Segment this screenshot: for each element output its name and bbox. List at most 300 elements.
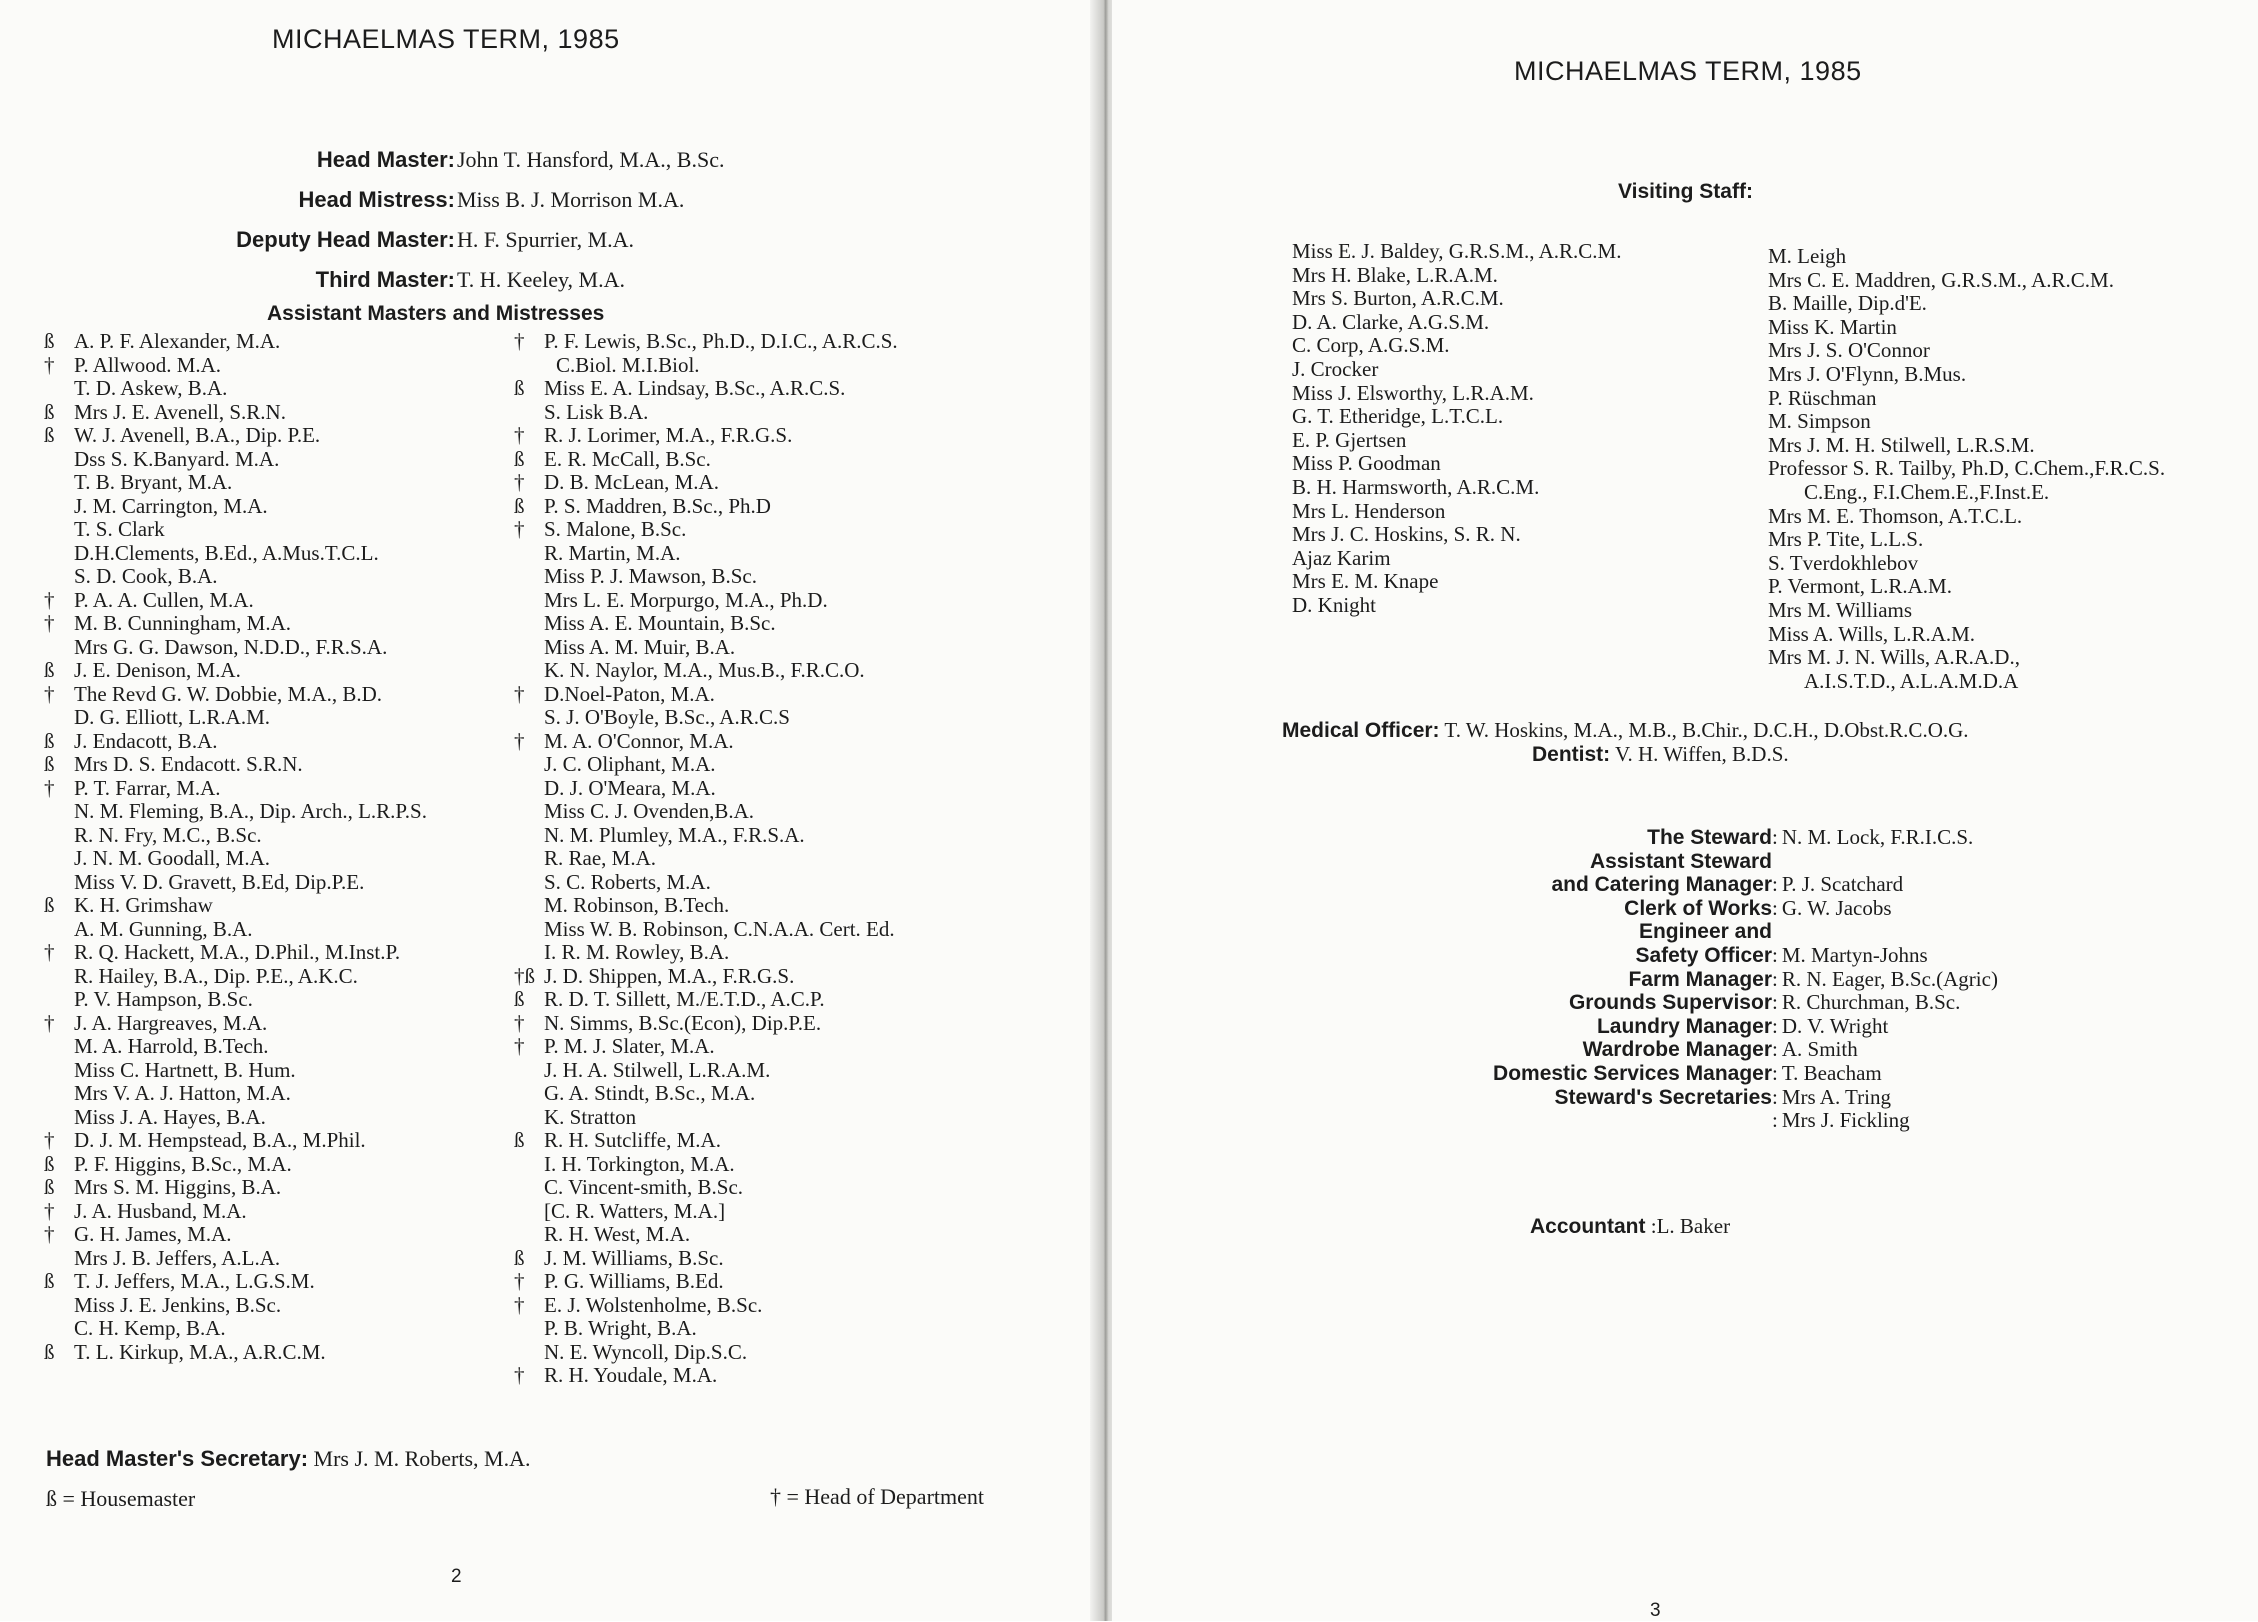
visiting-staff-name: M. Leigh [1768,244,1847,268]
staff-entry [514,330,898,354]
steward-line [1212,897,1998,921]
dentist-name: V. H. Wiffen, B.D.S. [1615,742,1789,766]
staff-entry [514,471,898,495]
staff-name: D. J. M. Hempstead, B.A., M.Phil. [74,1128,366,1152]
visiting-staff-right-column [1768,245,2165,693]
staff-entry [44,988,427,1012]
staff-name: S. Lisk B.A. [544,399,649,424]
role-label: Farm Manager [1628,967,1772,991]
visiting-staff-left-column [1292,240,1621,618]
officer-row [0,260,724,300]
staff-name: J. E. Denison, M.A. [74,658,241,682]
visiting-staff-name: P. Rüschman [1768,385,1877,410]
legend-head-of-department: † = Head of Department [770,1484,984,1509]
staff-marker: † [514,1269,525,1293]
staff-marker: ß [44,1339,55,1364]
visiting-staff-entry: Mrs E. M. Knape [1292,569,1439,594]
staff-entry [44,1106,427,1130]
staff-entry [514,1106,898,1130]
staff-name: Miss C. Hartnett, B. Hum. [74,1057,296,1082]
staff-entry [514,1294,898,1318]
staff-entry [514,988,898,1012]
staff-name: Mrs S. M. Higgins, B.A. [74,1175,282,1199]
role-holder: R. N. Eager, B.Sc.(Agric) [1781,966,1998,991]
staff-entry [44,589,427,613]
steward-staff-row [1212,920,1998,967]
staff-entry [44,706,427,730]
steward-line [1212,1062,1998,1086]
visiting-staff-entry: Miss E. J. Baldey, G.R.S.M., A.R.C.M. [1292,239,1622,263]
staff-marker: ß [44,658,55,682]
role-holder: A. Smith [1781,1037,1858,1062]
staff-entry [514,753,898,777]
staff-entry [44,518,427,542]
visiting-staff-entry [1768,505,2165,529]
staff-entry [514,847,898,871]
staff-name: M. B. Cunningham, M.A. [74,611,292,635]
visiting-staff-name: Mrs J. M. H. Stilwell, L.R.S.M. [1768,432,2035,457]
staff-name: K. H. Grimshaw [74,893,213,917]
visiting-staff-heading: Visiting Staff: [1618,180,1753,203]
staff-name: P. Allwood. M.A. [74,352,222,377]
steward-line [1212,850,1998,874]
staff-entry [514,589,898,613]
visiting-staff-entry [1768,245,2165,269]
steward-line [1212,873,1998,897]
staff-entry [514,1012,898,1036]
staff-name: D.Noel-Paton, M.A. [544,681,715,706]
staff-entry [514,1317,898,1341]
role-label: The Steward [1647,826,1772,849]
staff-name: J. A. Husband, M.A. [74,1198,247,1223]
visiting-staff-entry: B. H. Harmsworth, A.R.C.M. [1292,474,1540,499]
staff-marker: ß [44,1269,55,1293]
staff-marker: † [44,1010,55,1035]
staff-marker: ß [514,1245,525,1270]
staff-entry [514,495,898,519]
staff-marker: ß [44,329,55,353]
role-label [1212,1109,1772,1133]
staff-entry [514,1082,898,1106]
staff-entry [44,777,427,801]
staff-marker: † [44,587,55,612]
staff-entry [44,448,427,472]
staff-name: J. H. A. Stilwell, L.R.A.M. [544,1057,771,1082]
staff-entry [514,424,898,448]
staff-name: R. Q. Hackett, M.A., D.Phil., M.Inst.P. [74,940,401,964]
staff-entry [514,965,898,989]
steward-staff-row [1212,1038,1998,1062]
visiting-staff-entry: J. Crocker [1292,356,1379,381]
separator: : [1772,872,1778,897]
steward-staff-row [1212,897,1998,921]
staff-entry [44,1270,427,1294]
visiting-staff-name: Miss A. Wills, L.R.A.M. [1768,621,1976,646]
staff-marker: ß [514,376,525,400]
role-holder: Mrs J. Fickling [1781,1108,1910,1133]
staff-marker: †ß [514,963,535,988]
staff-name: R. J. Lorimer, M.A., F.R.G.S. [544,423,793,447]
staff-name: C.Biol. M.I.Biol. [556,352,700,377]
steward-staff-list [1212,826,1998,1133]
staff-entry [514,1200,898,1224]
visiting-staff-entry [1768,575,2165,599]
staff-name: J. Endacott, B.A. [74,728,218,753]
visiting-staff-entry [1768,457,2165,481]
staff-entry [44,636,427,660]
role-holder: D. V. Wright [1781,1013,1889,1038]
staff-name: R. D. T. Sillett, M./E.T.D., A.C.P. [544,987,825,1011]
separator: : [1772,990,1778,1015]
staff-entry [514,518,898,542]
staff-name: Mrs V. A. J. Hatton, M.A. [74,1081,291,1105]
staff-name: J. N. M. Goodall, M.A. [74,846,271,870]
officer-name: T. H. Keeley, M.A. [457,267,626,292]
staff-name: P. V. Hampson, B.Sc. [74,987,253,1011]
steward-staff-row [1212,826,1998,850]
staff-name: R. Hailey, B.A., Dip. P.E., A.K.C. [74,963,358,988]
staff-name: P. S. Maddren, B.Sc., Ph.D [544,493,771,518]
staff-marker: ß [44,423,55,447]
steward-line [1212,826,1998,850]
visiting-staff-entry [1768,269,2165,293]
role-label: Wardrobe Manager [1582,1038,1772,1062]
staff-entry [514,1035,898,1059]
staff-entry [44,1012,427,1036]
staff-name: P. G. Williams, B.Ed. [544,1269,724,1293]
staff-entry [514,1176,898,1200]
staff-entry [514,542,898,566]
staff-name: Miss V. D. Gravett, B.Ed, Dip.P.E. [74,869,365,894]
dentist-label: Dentist: [1532,743,1611,766]
staff-marker: † [514,1034,525,1058]
visiting-staff-entry [1768,623,2165,647]
staff-entry [44,565,427,589]
staff-name: T. J. Jeffers, M.A., L.G.S.M. [74,1269,315,1293]
staff-marker: ß [514,1128,525,1152]
role-holder: Mrs A. Tring [1781,1084,1891,1109]
separator: : [1772,825,1778,849]
separator: : [1772,1037,1778,1062]
role-holder: T. Beacham [1781,1060,1882,1085]
staff-name: T. B. Bryant, M.A. [74,470,233,494]
role-holder: R. Churchman, B.Sc. [1781,990,1961,1015]
visiting-staff-entry: D. Knight [1292,592,1376,617]
separator: : [1772,1108,1778,1133]
staff-name: R. Martin, M.A. [544,540,681,565]
separator: : [1772,1060,1778,1085]
role-label: Domestic Services Manager [1493,1061,1772,1085]
staff-entry [514,565,898,589]
separator: : [1772,1013,1778,1038]
staff-name: Miss A. E. Mountain, B.Sc. [544,611,776,635]
staff-entry [514,730,898,754]
visiting-staff-name: P. Vermont, L.R.A.M. [1768,574,1952,599]
steward-line [1212,944,1998,968]
staff-entry [44,1059,427,1083]
staff-entry [44,401,427,425]
staff-name: S. J. O'Boyle, B.Sc., A.R.C.S [544,705,790,729]
medical-officer-name: T. W. Hoskins, M.A., M.B., B.Chir., D.C.H., D.Obst.R.C.O.G. [1444,718,1969,742]
staff-name: Miss W. B. Robinson, C.N.A.A. Cert. Ed. [544,916,895,941]
staff-name: T. L. Kirkup, M.A., A.R.C.M. [74,1339,326,1364]
staff-marker: † [44,1128,55,1152]
role-holder: G. W. Jacobs [1781,895,1892,920]
accountant-name: L. Baker [1656,1214,1731,1238]
visiting-staff-entry [1768,552,2165,576]
visiting-staff-entry [1768,363,2165,387]
staff-entry [44,894,427,918]
staff-name: The Revd G. W. Dobbie, M.A., B.D. [74,681,382,706]
visiting-staff-name: Mrs M. E. Thomson, A.T.C.L. [1768,503,2023,528]
staff-name: Mrs J. B. Jeffers, A.L.A. [74,1245,281,1270]
staff-entry [44,730,427,754]
staff-name: D.H.Clements, B.Ed., A.Mus.T.C.L. [74,540,379,565]
staff-name: P. F. Lewis, B.Sc., Ph.D., D.I.C., A.R.C.S. [544,329,898,353]
staff-name: C. H. Kemp, B.A. [74,1316,226,1340]
staff-name: M. A. O'Connor, M.A. [544,728,734,753]
staff-entry [44,941,427,965]
staff-entry [514,1059,898,1083]
staff-entry [44,1176,427,1200]
staff-name: K. N. Naylor, M.A., Mus.B., F.R.C.O. [544,658,865,682]
steward-line [1212,968,1998,992]
staff-entry [514,871,898,895]
staff-name: D. J. O'Meara, M.A. [544,775,716,800]
page-number: 2 [451,1566,462,1587]
staff-entry [44,1082,427,1106]
role-label: Assistant Steward [1589,849,1772,873]
assistants-right-column [514,330,898,1388]
staff-entry [514,1129,898,1153]
staff-entry [514,1270,898,1294]
role-label: Safety Officer [1635,943,1772,967]
officer-row [0,180,724,220]
staff-entry [44,800,427,824]
staff-name: P. B. Wright, B.A. [544,1316,697,1340]
visiting-staff-name: Mrs M. Williams [1768,597,1913,622]
visiting-staff-name: Mrs C. E. Maddren, G.R.S.M., A.R.C.M. [1768,267,2114,292]
right-page [1112,0,2258,1621]
staff-name: W. J. Avenell, B.A., Dip. P.E. [74,423,321,447]
accountant-line: Accountant :L. Baker [1530,1214,1731,1238]
staff-name: [C. R. Watters, M.A.] [544,1198,726,1223]
page-title: MICHAELMAS TERM, 1985 [272,24,620,54]
staff-name: J. D. Shippen, M.A., F.R.G.S. [544,963,795,988]
staff-entry [514,683,898,707]
secretary-label: Head Master's Secretary: [46,1446,309,1471]
staff-name: J. M. Williams, B.Sc. [544,1245,724,1270]
staff-marker: † [44,681,55,706]
dentist-line [1532,742,1789,767]
visiting-staff-entry [1768,339,2165,363]
visiting-staff-entry: Ajaz Karim [1292,545,1391,570]
officer-label: Deputy Head Master: [236,227,455,252]
staff-name: R. N. Fry, M.C., B.Sc. [74,822,262,847]
staff-entry [514,1153,898,1177]
separator: : [1772,942,1778,967]
secretary-line [46,1446,531,1472]
staff-name: R. H. West, M.A. [544,1222,691,1246]
visiting-staff-entry [1768,528,2165,552]
staff-marker: ß [44,1151,55,1176]
officer-name: H. F. Spurrier, M.A. [457,227,635,252]
visiting-qualifications-continued [1768,481,2165,505]
staff-entry [44,753,427,777]
staff-name: D. G. Elliott, L.R.A.M. [74,705,271,729]
page-number: 3 [1650,1600,1661,1621]
staff-marker: † [44,940,55,964]
staff-entry [44,871,427,895]
staff-entry [514,377,898,401]
staff-name: P. A. A. Cullen, M.A. [74,587,254,612]
visiting-staff-name: C.Eng., F.I.Chem.E.,F.Inst.E. [1804,479,2050,504]
visiting-staff-entry [1768,646,2165,670]
staff-marker: † [514,1010,525,1035]
assistants-heading: Assistant Masters and Mistresses [267,302,605,325]
staff-name: Dss S. K.Banyard. M.A. [74,446,280,471]
staff-marker: † [514,517,525,541]
staff-marker: † [514,423,525,447]
role-label: and Catering Manager [1551,873,1772,897]
staff-entry [44,824,427,848]
staff-entry [514,800,898,824]
staff-marker: † [514,329,525,353]
staff-name: Mrs L. E. Morpurgo, M.A., Ph.D. [544,587,828,612]
staff-name: Miss J. E. Jenkins, B.Sc. [74,1292,282,1317]
staff-entry [514,636,898,660]
staff-marker: † [44,1222,55,1246]
senior-officers [0,140,724,300]
visiting-staff-entry: Mrs H. Blake, L.R.A.M. [1292,262,1498,287]
staff-name: S. Malone, B.Sc. [544,517,687,541]
staff-marker: ß [514,987,525,1011]
page-title: MICHAELMAS TERM, 1985 [1514,56,1862,86]
staff-name: K. Stratton [544,1104,637,1129]
staff-entry [514,824,898,848]
visiting-staff-name: M. Simpson [1768,409,1871,434]
staff-entry [44,1200,427,1224]
staff-entry [44,847,427,871]
officer-label: Head Master: [316,147,455,172]
staff-entry [44,1317,427,1341]
officer-name: John T. Hansford, M.A., B.Sc. [457,147,725,172]
staff-entry [44,1035,427,1059]
staff-marker: ß [44,1175,55,1199]
officer-row [0,140,724,180]
role-label: Grounds Supervisor [1568,991,1772,1015]
staff-name: Miss P. J. Mawson, B.Sc. [544,564,757,588]
staff-marker: † [514,1292,525,1317]
staff-name: E. J. Wolstenholme, B.Sc. [544,1292,763,1317]
medical-officer-line [1282,718,1969,743]
staff-entry [44,330,427,354]
staff-name: T. S. Clark [74,517,165,541]
staff-entry [44,424,427,448]
staff-marker: ß [44,893,55,917]
staff-name: Mrs D. S. Endacott. S.R.N. [74,752,303,776]
legend-housemaster: ß = Housemaster [46,1486,196,1511]
visiting-staff-entry [1768,292,2165,316]
steward-line [1212,991,1998,1015]
staff-marker: ß [44,728,55,753]
steward-line [1212,1109,1998,1133]
staff-marker: † [514,728,525,753]
role-holder [1772,920,1776,944]
staff-marker: † [44,775,55,800]
visiting-staff-entry: G. T. Etheridge, L.T.C.L. [1292,404,1504,429]
staff-entry [514,941,898,965]
staff-entry [44,471,427,495]
staff-entry [514,1364,898,1388]
staff-name: M. A. Harrold, B.Tech. [74,1034,269,1058]
visiting-staff-entry: C. Corp, A.G.S.M. [1292,333,1450,358]
staff-name: G. A. Stindt, B.Sc., M.A. [544,1081,756,1105]
secretary-name: Mrs J. M. Roberts, M.A. [313,1446,531,1471]
staff-name: J. A. Hargreaves, M.A. [74,1010,268,1035]
staff-name: Miss C. J. Ovenden,B.A. [544,799,755,823]
staff-name: S. C. Roberts, M.A. [544,869,711,894]
staff-entry [514,706,898,730]
staff-marker: † [44,352,55,377]
staff-entry [44,918,427,942]
staff-name: R. H. Sutcliffe, M.A. [544,1128,721,1152]
staff-entry [514,1247,898,1271]
left-page [0,0,1098,1621]
staff-entry [44,1247,427,1271]
medical-officer-label: Medical Officer: [1282,719,1440,742]
assistants-left-column [44,330,427,1364]
staff-name: N. Simms, B.Sc.(Econ), Dip.P.E. [544,1010,822,1035]
steward-staff-row [1212,850,1998,897]
visiting-staff-entry: Miss P. Goodman [1292,451,1441,476]
staff-entry [44,1341,427,1365]
officer-row [0,220,724,260]
staff-name: N. E. Wyncoll, Dip.S.C. [544,1339,748,1364]
staff-entry [514,612,898,636]
staff-name: N. M. Fleming, B.A., Dip. Arch., L.R.P.S. [74,799,427,823]
separator: : [1772,966,1778,991]
visiting-staff-entry [1768,410,2165,434]
staff-name: P. M. J. Slater, M.A. [544,1034,715,1058]
staff-marker: ß [44,399,55,424]
visiting-staff-entry [1768,316,2165,340]
staff-marker: ß [514,446,525,471]
visiting-staff-name: Mrs M. J. N. Wills, A.R.A.D., [1768,645,2020,670]
separator: : [1772,895,1778,920]
staff-entry [514,918,898,942]
visiting-staff-entry [1768,387,2165,411]
staff-name: J. M. Carrington, M.A. [74,493,268,518]
staff-name: Miss J. A. Hayes, B.A. [74,1104,266,1129]
staff-name: E. R. McCall, B.Sc. [544,446,711,471]
visiting-staff-entry: Mrs S. Burton, A.R.C.M. [1292,286,1504,311]
visiting-staff-name: Mrs J. O'Flynn, B.Mus. [1768,361,1967,386]
staff-name: N. M. Plumley, M.A., F.R.S.A. [544,822,805,847]
visiting-staff-entry: E. P. Gjertsen [1292,427,1407,452]
visiting-staff-name: S. Tverdokhlebov [1768,550,1919,575]
staff-name: C. Vincent-smith, B.Sc. [544,1175,744,1199]
staff-marker: † [514,681,525,706]
visiting-staff-name: Mrs P. Tite, L.L.S. [1768,527,1924,552]
staff-entry [44,659,427,683]
visiting-staff-entry: Miss J. Elsworthy, L.R.A.M. [1292,380,1534,405]
steward-line [1212,920,1998,944]
staff-entry [514,659,898,683]
steward-line [1212,1038,1998,1062]
staff-entry [44,542,427,566]
visiting-staff-name: B. Maille, Dip.d'E. [1768,291,1927,316]
